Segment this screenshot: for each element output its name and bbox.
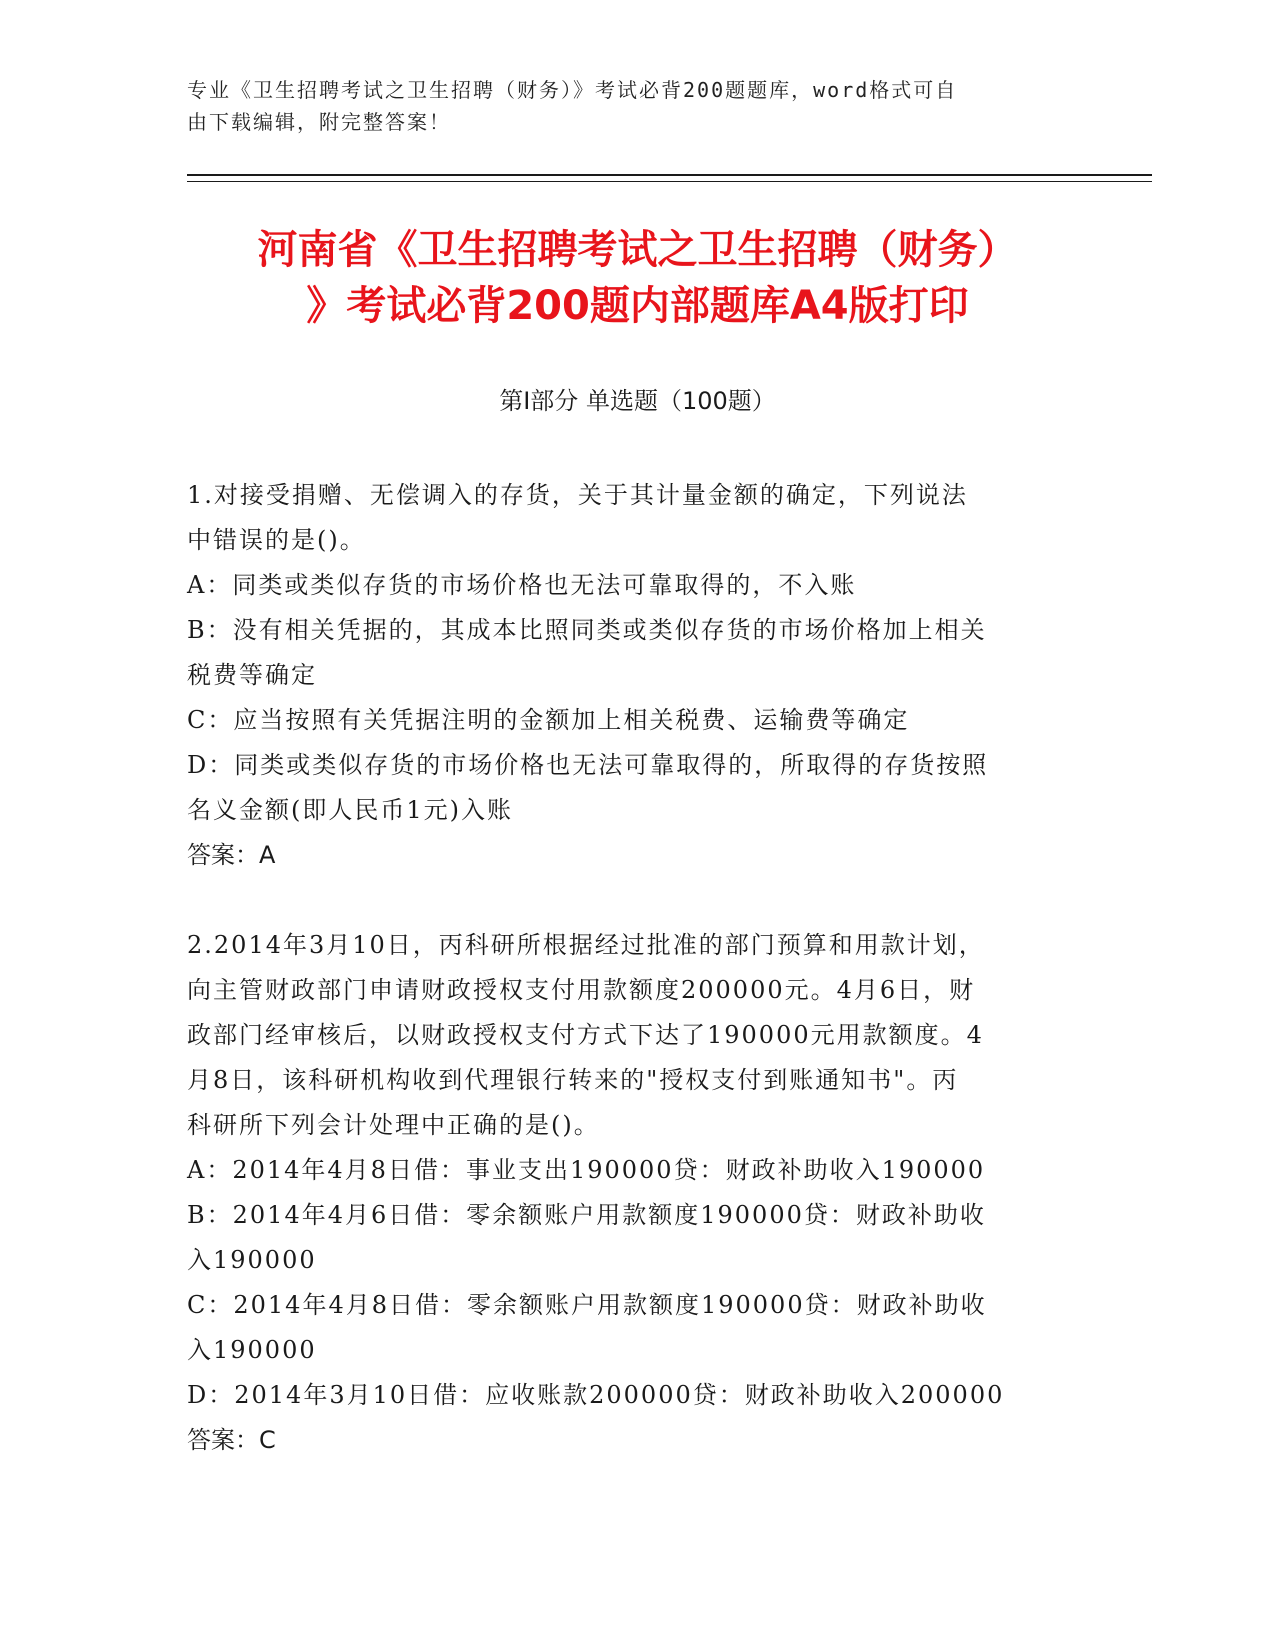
question-2-stem-line-2: 向主管财政部门申请财政授权支付用款额度200000元。4月6日，财 bbox=[187, 976, 976, 1004]
question-2-option-a: A：2014年4月8日借：事业支出190000贷：财政补助收入190000 bbox=[187, 1156, 986, 1184]
question-1-option-c: C：应当按照有关凭据注明的金额加上相关税费、运输费等确定 bbox=[187, 706, 910, 734]
question-2-answer: 答案：C bbox=[187, 1426, 276, 1454]
section-title: 第Ⅰ部分 单选题（100题） bbox=[499, 387, 776, 415]
question-1-stem-line-1: 1.对接受捐赠、无偿调入的存货，关于其计量金额的确定，下列说法 bbox=[187, 481, 968, 509]
header-divider-thick bbox=[187, 174, 1152, 176]
question-1-option-a: A：同类或类似存货的市场价格也无法可靠取得的，不入账 bbox=[187, 571, 857, 599]
question-2-stem-line-1: 2.2014年3月10日，丙科研所根据经过批准的部门预算和用款计划， bbox=[187, 931, 985, 959]
question-1-option-d-line-2: 名义金额(即人民币1元)入账 bbox=[187, 796, 513, 824]
question-2-option-d: D：2014年3月10日借：应收账款200000贷：财政补助收入200000 bbox=[187, 1381, 1005, 1409]
document-title-line-2: 》考试必背200题内部题库A4版打印 bbox=[306, 283, 969, 329]
header-note-line-2: 由下载编辑，附完整答案！ bbox=[187, 110, 451, 134]
question-list bbox=[187, 473, 1077, 1463]
question-1 bbox=[187, 473, 1077, 878]
question-2-stem-line-4: 月8日，该科研机构收到代理银行转来的"授权支付到账通知书"。丙 bbox=[187, 1066, 959, 1094]
question-1-stem-line-2: 中错误的是()。 bbox=[187, 526, 366, 554]
question-2-option-c-line-2: 入190000 bbox=[187, 1336, 317, 1364]
header-divider-thin bbox=[187, 181, 1152, 182]
question-2-stem-line-5: 科研所下列会计处理中正确的是()。 bbox=[187, 1111, 600, 1139]
question-spacer bbox=[187, 878, 1077, 923]
document-title-line-1: 河南省《卫生招聘考试之卫生招聘（财务） bbox=[257, 227, 1018, 273]
question-2-option-b-line-1: B：2014年4月6日借：零余额账户用款额度190000贷：财政补助收 bbox=[187, 1201, 986, 1229]
question-2-stem-line-3: 政部门经审核后，以财政授权支付方式下达了190000元用款额度。4 bbox=[187, 1021, 984, 1049]
question-1-option-b-line-2: 税费等确定 bbox=[187, 661, 317, 689]
header-note bbox=[187, 74, 1067, 138]
header-note-line-1: 专业《卫生招聘考试之卫生招聘（财务）》考试必背200题题库，word格式可自 bbox=[187, 78, 958, 102]
question-1-option-b-line-1: B：没有相关凭据的，其成本比照同类或类似存货的市场价格加上相关 bbox=[187, 616, 987, 644]
document-title bbox=[150, 222, 1125, 334]
question-1-answer: 答案：A bbox=[187, 841, 276, 869]
question-2-option-b-line-2: 入190000 bbox=[187, 1246, 317, 1274]
question-1-option-d-line-1: D：同类或类似存货的市场价格也无法可靠取得的，所取得的存货按照 bbox=[187, 751, 989, 779]
question-2-option-c-line-1: C：2014年4月8日借：零余额账户用款额度190000贷：财政补助收 bbox=[187, 1291, 987, 1319]
question-2 bbox=[187, 923, 1077, 1463]
